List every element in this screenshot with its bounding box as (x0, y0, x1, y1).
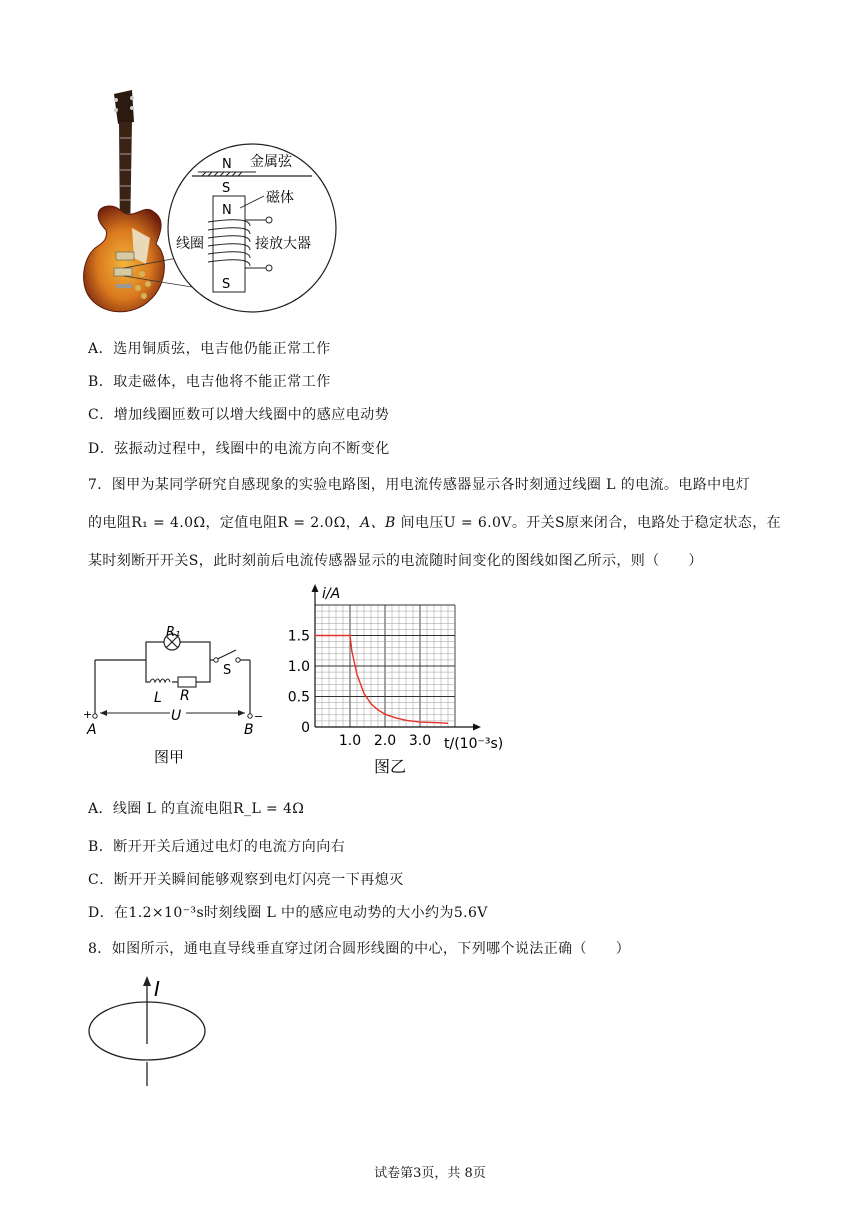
label-plus: + (83, 708, 93, 721)
label-metal-string: 金属弦 (250, 154, 292, 170)
label-amplifier: 接放大器 (255, 236, 311, 252)
r1-equation: R₁ = 4.0Ω (131, 515, 206, 531)
guitar-illustration (80, 88, 340, 320)
page-footer: 试卷第3页，共 8页 (374, 1166, 486, 1181)
circuit-diagram (80, 612, 270, 772)
x-axis-arrow (473, 724, 481, 731)
wire-loop-diagram (80, 970, 220, 1090)
label-n-top: N (222, 157, 232, 172)
y-axis-arrow (312, 584, 319, 592)
time-value: 1.2×10⁻³s (128, 905, 205, 921)
label-coil: 线圈 (176, 236, 204, 252)
q8-stem: 8．如图所示，通电直导线垂直穿过闭合圆形线圈的中心，下列哪个说法正确（ ） (88, 941, 631, 957)
caption-figure-a: 图甲 (154, 748, 185, 766)
y-tick-label: 1.0 (287, 659, 310, 675)
q7-stem-line2: 的电阻R₁ = 4.0Ω，定值电阻R = 2.0Ω，A、B 间电压U = 6.0V。开关S原来闭合，电路处于稳定状态，在 (88, 515, 782, 531)
y-tick-label: 1.5 (287, 628, 310, 645)
r-equation: R = 2.0Ω (277, 515, 346, 531)
chart-caption: 图乙 (374, 757, 407, 776)
q7-option-b: B．断开开关后通过电灯的电流方向向右 (88, 839, 346, 855)
q6-option-d: D．弦振动过程中，线圈中的电流方向不断变化 (88, 441, 390, 457)
q7-stem-line1: 7．图甲为某同学研究自感现象的实验电路图，用电流传感器显示各时刻通过线圈 L 的电流。电路中电灯 (88, 477, 751, 493)
label-minus: − (254, 710, 264, 723)
label-l: L (154, 690, 162, 706)
label-a: A (87, 722, 97, 738)
label-u: U (171, 708, 182, 724)
guitar-figure (80, 88, 340, 320)
y-tick-label: 0 (301, 720, 310, 736)
label-n-inner: N (222, 203, 232, 218)
q7-option-c: C．断开开关瞬间能够观察到电灯闪亮一下再熄灭 (88, 872, 404, 888)
q7-option-d: D．在1.2×10⁻³s时刻线圈 L 中的感应电动势的大小约为5.6V (88, 905, 488, 921)
x-tick-label: 3.0 (408, 733, 432, 749)
q7-stem-line3: 某时刻断开开关S，此时刻前后电流传感器显示的电流随时间变化的图线如图乙所示，则（ ） (88, 553, 703, 569)
label-r: R (180, 688, 190, 704)
x-tick-label: 1.0 (338, 733, 362, 749)
current-time-chart (280, 580, 520, 780)
q6-option-c: C．增加线圈匝数可以增大线圈中的感应电动势 (88, 407, 390, 423)
u-equation: U = 6.0V (443, 515, 512, 531)
q6-option-b: B．取走磁体，电吉他将不能正常工作 (88, 374, 331, 390)
series-line-current (315, 636, 448, 724)
chart-xlabel: t/(10⁻³s) (444, 736, 504, 752)
ab-points: A、B (360, 515, 396, 531)
q6-option-a: A．选用铜质弦，电吉他仍能正常工作 (88, 341, 331, 357)
x-tick-label: 2.0 (373, 733, 397, 749)
label-current-i: I (154, 977, 160, 1001)
y-tick-label: 0.5 (287, 689, 310, 706)
chart-ylabel: i/A (322, 586, 341, 602)
rl-equation: R_L = 4Ω (233, 801, 305, 817)
label-s-bottom: S (222, 277, 231, 292)
emf-value: 5.6V (453, 905, 488, 921)
label-magnet: 磁体 (266, 190, 294, 206)
label-b: B (244, 722, 254, 738)
q7-option-a: A．线圈 L 的直流电阻R_L = 4Ω (88, 801, 305, 817)
label-s-top: S (222, 181, 231, 196)
label-switch-s: S (223, 663, 232, 678)
label-r1: R₁ (166, 625, 181, 640)
